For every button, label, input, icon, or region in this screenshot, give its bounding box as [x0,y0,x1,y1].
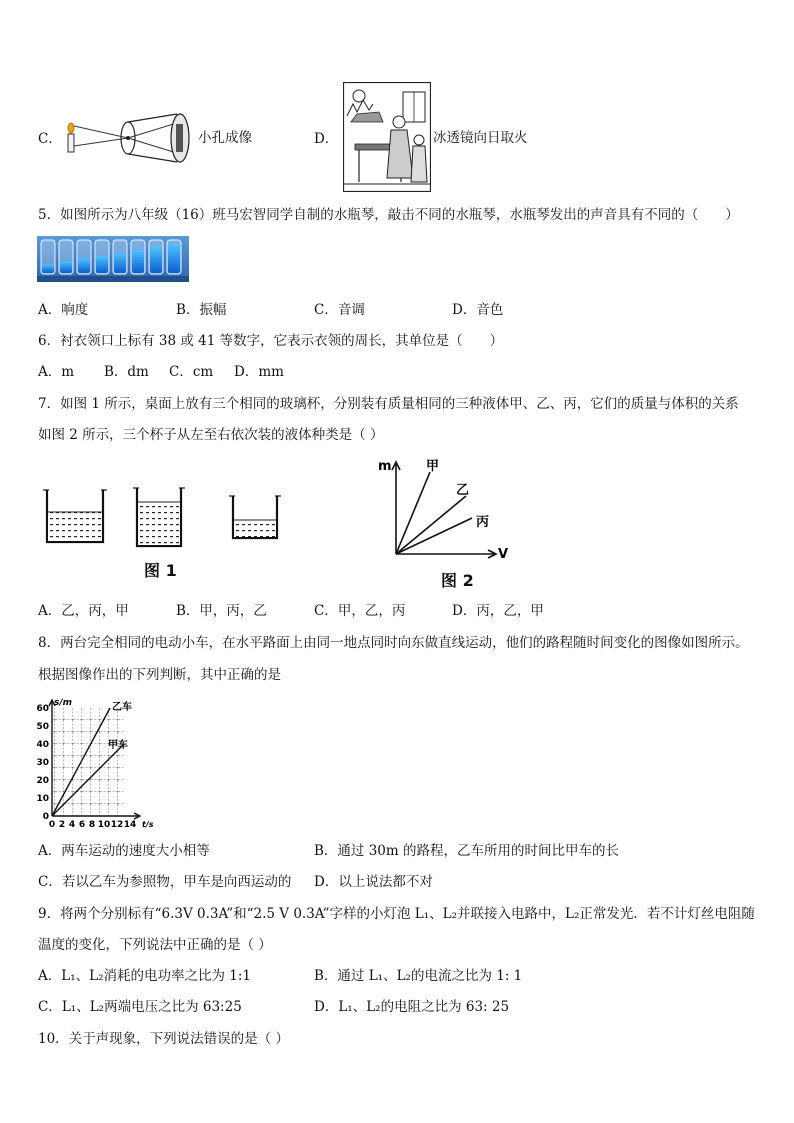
pinhole-camera-figure [62,108,198,166]
q7-figure2-axis-v: V [498,547,509,562]
q9-stem-line1: 9．将两个分别标有“6.3V 0.3A”和“2.5 V 0.3A”字样的小灯泡 L₁、L₂并联接入电路中，L₂正常发光．若不计灯丝电阻随 [38,906,755,922]
q4-option-d-label: D． [314,131,339,147]
ice-lens-fire-illustration [343,82,431,192]
q7-option-c: C．甲，乙，丙 [314,603,406,619]
q7-figure2-axis-m: m [378,459,392,474]
q7-figure2-line-yi: 乙 [456,483,470,498]
q8-x-tick: 12 [110,820,124,830]
q8-y-tick: 60 [36,704,49,714]
q7-stem-line2: 如图 2 所示，三个杯子从左至右依次装的液体种类是（ ） [38,427,384,443]
q6-option-d: D．mm [234,364,284,380]
q8-y-tick: 10 [36,794,49,804]
q9-option-a: A．L₁、L₂消耗的电功率之比为 1:1 [38,968,252,984]
q8-x-tick: 4 [68,820,76,830]
q9-option-c: C．L₁、L₂两端电压之比为 63:25 [38,999,242,1015]
q5-option-d: D．音色 [452,302,504,318]
q6-option-a: A．m [38,364,75,380]
q8-x-tick: 10 [97,820,111,830]
q4-option-d-caption: 冰透镜向日取火 [433,130,528,146]
q8-x-tick: 6 [78,820,86,830]
q9-option-b: B．通过 L₁、L₂的电流之比为 1: 1 [314,968,523,984]
q8-y-tick: 50 [36,722,49,732]
q7-option-b: B．甲，丙，乙 [176,603,267,619]
q6-option-c: C．cm [169,364,214,380]
q7-figure2-mv-graph [374,456,510,562]
q8-graph-line-jia-label: 甲车 [108,740,128,751]
q8-y-tick: 0 [42,812,49,822]
q8-y-tick: 20 [36,776,49,786]
q7-stem-line1: 7．如图 1 所示，桌面上放有三个相同的玻璃杯，分别装有质量相同的三种液体甲、乙、丙，它们的质量与体积的关系 [38,396,739,412]
q6-option-b: B．dm [104,364,149,380]
q7-figure1-label: 图 1 [144,561,177,580]
q8-option-c: C．若以乙车为参照物，甲车是向西运动的 [38,874,292,890]
q8-x-tick: 0 [48,820,56,830]
q8-x-tick: 2 [58,820,66,830]
q8-option-b: B．通过 30m 的路程，乙车所用的时间比甲车的长 [314,843,619,859]
q8-st-graph [28,696,158,834]
q8-graph-y-label: s/m [54,698,73,708]
q7-figure1-beakers [37,480,337,584]
q8-stem-line1: 8．两台完全相同的电动小车，在水平路面上由同一地点同时向东做直线运动，他们的路程随时间变化的图像如图所示。 [38,635,749,651]
q8-y-tick: 40 [36,740,49,750]
q8-x-tick: 14 [123,820,137,830]
q7-figure2-line-jia: 甲 [426,459,440,474]
q5-option-a: A．响度 [38,302,89,318]
q8-graph-x-label: t/s [142,820,154,829]
q6-stem: 6．衬衣领口上标有 38 或 41 等数字，它表示衣领的周长，其单位是（ ） [38,333,504,349]
q5-option-b: B．振幅 [176,302,227,318]
q4-option-c-caption: 小孔成像 [198,130,252,146]
q8-option-a: A．两车运动的速度大小相等 [38,843,210,859]
q5-option-c: C．音调 [314,302,365,318]
q8-option-d: D．以上说法都不对 [314,874,433,890]
q8-x-tick: 8 [88,820,96,830]
q7-option-a: A．乙，丙，甲 [38,603,129,619]
q8-graph-line-yi-label: 乙车 [112,702,132,713]
q9-option-d: D．L₁、L₂的电阻之比为 63: 25 [314,999,510,1015]
q10-stem: 10．关于声现象，下列说法错误的是（ ） [38,1031,289,1047]
q7-figure2-line-bing: 丙 [476,515,490,530]
q5-stem: 5．如图所示为八年级（16）班马宏智同学自制的水瓶琴，敲击不同的水瓶琴，水瓶琴发出的声音具有不同的（ ） [38,207,739,223]
q9-stem-line2: 温度的变化，下列说法中正确的是（ ） [38,937,272,953]
q8-stem-line2: 根据图像作出的下列判断，其中正确的是 [38,667,281,683]
q8-y-tick: 30 [36,758,49,768]
q4-option-c-label: C． [38,131,62,147]
water-bottle-xylophone-figure [37,236,189,282]
q7-figure2-label: 图 2 [441,571,474,590]
q7-option-d: D．丙，乙，甲 [452,603,544,619]
